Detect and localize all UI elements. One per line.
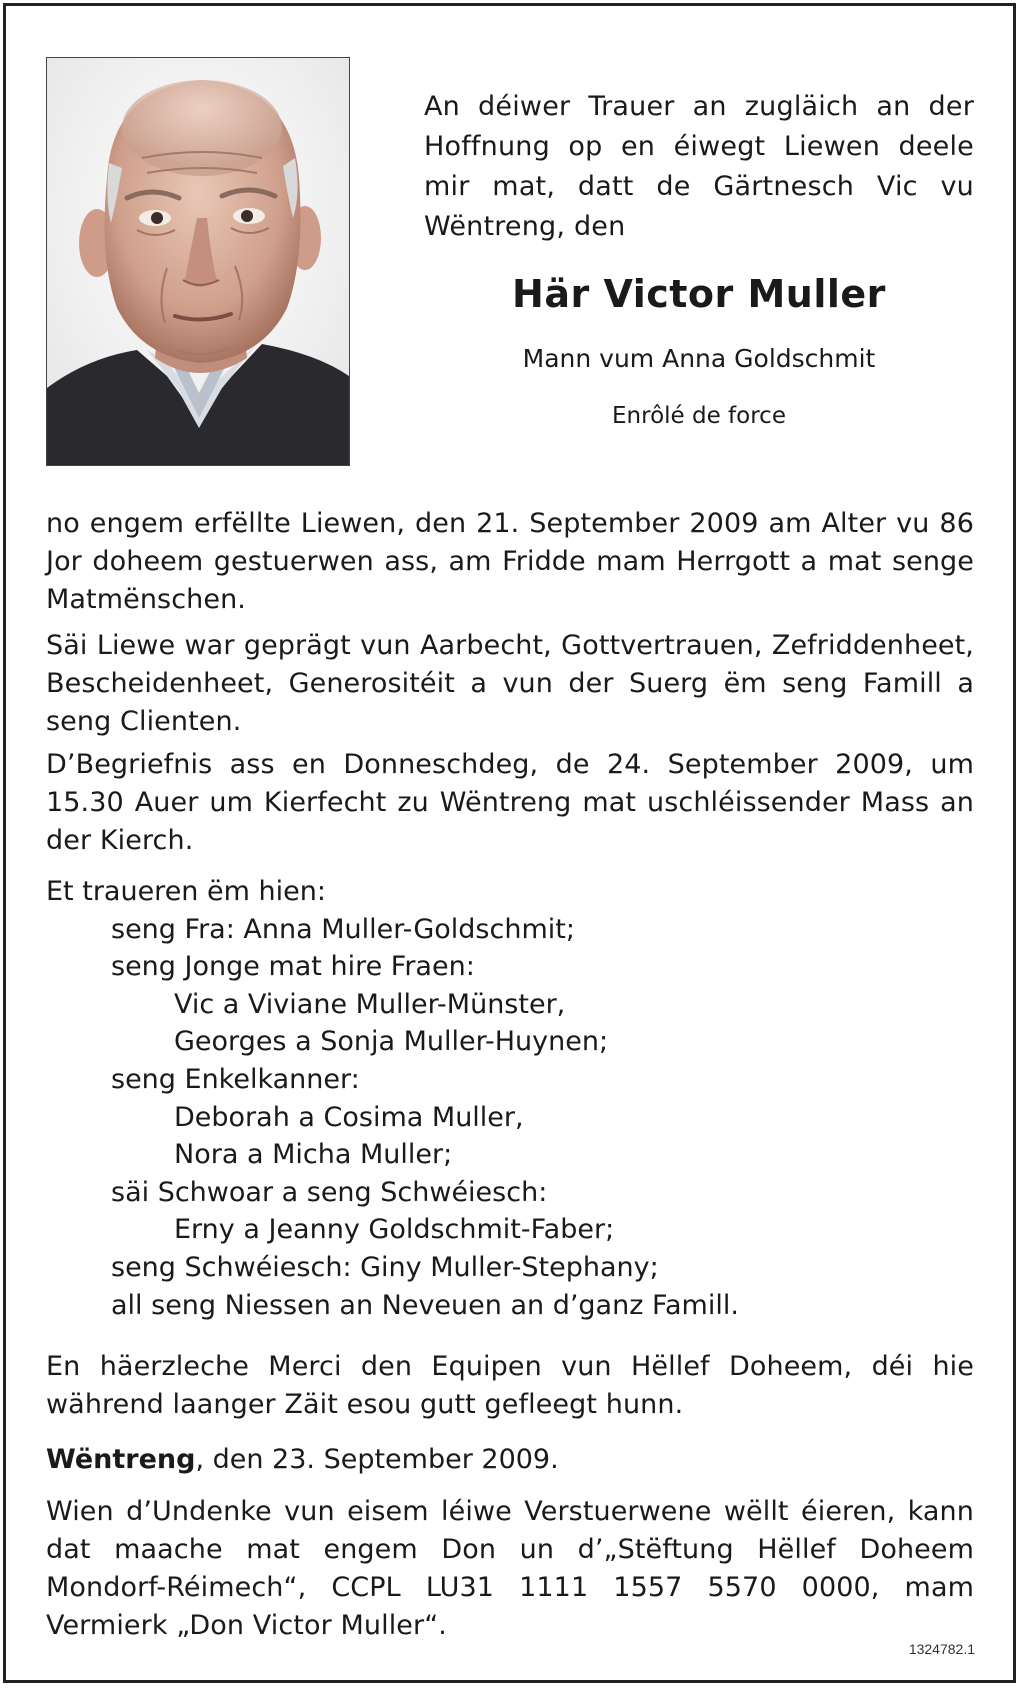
mourner-line: seng Jonge mat hire Fraen: [111, 951, 475, 983]
donation-paragraph [46, 1493, 974, 1645]
thanks-text: En häerzleche Merci den Equipen vun Hëllef Doheem, déi hie während laanger Zäit esou gutt gefleegt hunn. [46, 1351, 974, 1420]
life-text: Säi Liewe war geprägt vun Aarbecht, Gottvertrauen, Zefriddenheet, Bescheidenheet, Generositéit a vun der Suerg ëm seng Famill a seng Clienten. [46, 630, 974, 737]
funeral-paragraph [46, 746, 974, 860]
mourner-line: seng Fra: Anna Muller-Goldschmit; [111, 913, 575, 945]
portrait-photo [46, 57, 350, 466]
intro-text: An déiwer Trauer an zugläich an der Hoffnung op en éiwegt Liewen deele mir mat, datt de Gärtnesch Vic vu Wëntreng, den [424, 91, 974, 242]
life-paragraph [46, 627, 974, 741]
date: , den 23. September 2009. [195, 1444, 559, 1475]
reference-number: 1324782.1 [908, 1641, 975, 1657]
mourner-line: Georges a Sonja Muller-Huynen; [174, 1026, 609, 1058]
mourner-line: Erny a Jeanny Goldschmit-Faber; [174, 1214, 615, 1246]
funeral-text: D’Begriefnis ass en Donneschdeg, de 24. September 2009, um 15.30 Auer um Kierfecht zu Wëntreng mat uschléissender Mass an der Kierch. [46, 749, 974, 856]
mourner-lines [46, 911, 974, 1325]
mourner-line: Nora a Micha Muller; [174, 1139, 453, 1171]
death-text: no engem erfëllte Liewen, den 21. September 2009 am Alter vu 86 Jor doheem gestuerwen ass, am Fridde mam Herrgott a mat senge Matmënschen. [46, 508, 974, 615]
mourner-line: Deborah a Cosima Muller, [174, 1101, 524, 1133]
place-date [46, 1441, 559, 1479]
thanks-paragraph [46, 1348, 974, 1424]
mourners-lead: Et traueren ëm hien: [46, 876, 326, 907]
place: Wëntreng [46, 1444, 196, 1475]
mourner-line: seng Schwéiesch: Giny Muller-Stephany; [111, 1251, 659, 1283]
deceased-name: Här Victor Muller [512, 272, 886, 316]
donation-text: Wien d’Undenke vun eisem léiwe Verstuerwene wëllt éieren, kann dat maache mat engem Don un d’„Stëftung Hëllef Doheem Mondorf-Réimech“, CCPL LU31 1111 1557 5570 0000, mam Vermierk „Don Victor Muller“. [46, 1496, 974, 1641]
death-paragraph [46, 505, 974, 619]
mourners-list [46, 873, 974, 1324]
deceased-note: Enrôlé de force [612, 403, 786, 429]
mourner-line: all seng Niessen an Neveuen an d’ganz Famill. [111, 1289, 739, 1321]
portrait-illustration [47, 58, 349, 465]
mourner-line: seng Enkelkanner: [111, 1063, 360, 1095]
mourner-line: säi Schwoar a seng Schwéiesch: [111, 1176, 548, 1208]
spouse-line: Mann vum Anna Goldschmit [522, 344, 876, 373]
mourner-line: Vic a Viviane Muller-Münster, [174, 988, 566, 1020]
